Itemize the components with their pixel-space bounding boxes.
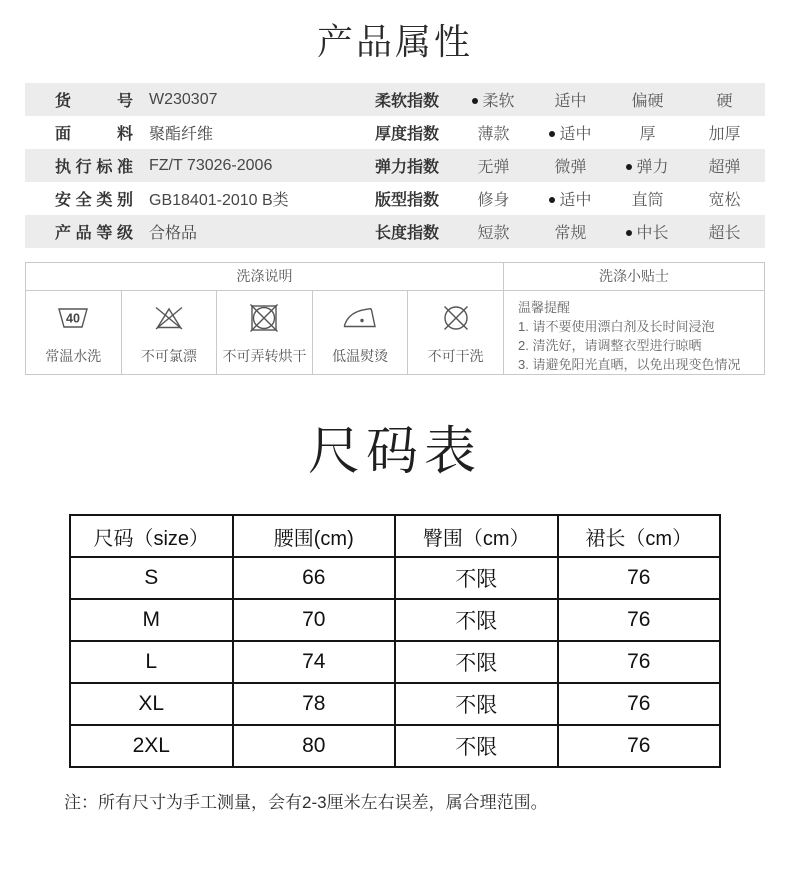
- tips-list: [518, 317, 756, 374]
- index-label: 柔软指数: [375, 93, 440, 110]
- index-label: 厚度指数: [375, 126, 440, 143]
- index-option: [609, 88, 686, 111]
- index-row: [375, 88, 765, 111]
- index-option-label: 修身: [477, 192, 510, 209]
- index-option-label: 弹力: [636, 159, 669, 176]
- size-table-cell: 不限: [395, 725, 558, 767]
- no-bleach-icon: [151, 300, 187, 341]
- index-option-label: 适中: [554, 93, 587, 110]
- no-dry-clean-icon: [438, 300, 474, 341]
- index-label: 弹力指数: [375, 159, 440, 176]
- index-option-label: 宽松: [708, 192, 741, 209]
- index-option: [609, 187, 686, 210]
- washing-icon-label: 常温水洗: [45, 347, 102, 364]
- index-option: [609, 121, 686, 144]
- measurement-note: 注：所有尺寸为手工测量，会有2-3厘米左右误差，属合理范围。: [64, 793, 548, 812]
- attribute-label: 安全类别: [55, 192, 133, 209]
- attribute-row: [25, 116, 765, 149]
- index-label: 长度指数: [375, 225, 440, 242]
- index-option-label: 常规: [554, 225, 587, 242]
- index-option-label: 硬: [716, 93, 733, 110]
- size-table-header: 腰围(cm): [233, 515, 396, 557]
- attribute-pair: [25, 154, 375, 177]
- washing-icon-cell: [121, 291, 217, 374]
- product-detail-page: [0, 14, 790, 813]
- size-table-cell: 不限: [395, 599, 558, 641]
- size-table-cell: 76: [558, 725, 721, 767]
- washing-tips-title: 洗涤小贴士: [504, 263, 764, 291]
- index-option: [455, 154, 532, 177]
- attribute-value: 聚酯纤维: [149, 126, 214, 143]
- index-option-label: 超弹: [708, 159, 741, 176]
- index-option-label: 中长: [636, 225, 669, 242]
- attributes-section: [25, 83, 765, 248]
- index-option-label: 短款: [477, 225, 510, 242]
- washing-icon-label: 不可弄转烘干: [222, 347, 307, 364]
- selected-dot-icon: [549, 131, 555, 137]
- size-table-cell: 66: [233, 557, 396, 599]
- size-table-header: 尺码（size）: [70, 515, 233, 557]
- attribute-value: 合格品: [149, 225, 198, 242]
- size-chart-title: 尺码表: [307, 423, 482, 481]
- size-table-cell: 74: [233, 641, 396, 683]
- washing-instructions-box: [26, 263, 504, 374]
- index-option: [532, 121, 609, 144]
- tip-line: 3. 请避免阳光直晒，以免出现变色情况: [518, 357, 741, 372]
- washing-icon-cell: [407, 291, 503, 374]
- index-option: [686, 187, 763, 210]
- washing-icon-cell: [26, 291, 121, 374]
- index-option: [455, 187, 532, 210]
- size-table-cell: 78: [233, 683, 396, 725]
- index-option-label: 直筒: [631, 192, 664, 209]
- washing-icon-label: 低温熨烫: [332, 347, 389, 364]
- index-option-label: 微弹: [554, 159, 587, 176]
- index-option-label: 偏硬: [631, 93, 664, 110]
- index-option-label: 超长: [708, 225, 741, 242]
- size-table-cell: XL: [70, 683, 233, 725]
- index-row: [375, 154, 765, 177]
- selected-dot-icon: [549, 197, 555, 203]
- attribute-label: 产品等级: [55, 225, 133, 242]
- washing-tips-body: [504, 291, 764, 374]
- attribute-value: W230307: [149, 90, 218, 108]
- index-option: [532, 88, 609, 111]
- wash-temp-label: 40: [66, 311, 81, 325]
- size-table: [69, 514, 721, 768]
- size-table-cell: 70: [233, 599, 396, 641]
- selected-dot-icon: [626, 164, 632, 170]
- size-table-header: 臀围（cm）: [395, 515, 558, 557]
- index-label: 版型指数: [375, 192, 440, 209]
- size-table-row: [70, 683, 720, 725]
- attribute-value: GB18401-2010 B类: [149, 192, 289, 209]
- size-table-cell: 76: [558, 641, 721, 683]
- index-option-label: 柔软: [482, 93, 515, 110]
- washing-icon-cell: [216, 291, 312, 374]
- index-option: [609, 220, 686, 243]
- size-table-row: [70, 557, 720, 599]
- attribute-label: 货号: [55, 93, 133, 110]
- size-table-cell: 2XL: [70, 725, 233, 767]
- attribute-pair: [25, 121, 375, 144]
- attribute-row: [25, 215, 765, 248]
- size-table-cell: 不限: [395, 557, 558, 599]
- page-title: 产品属性: [316, 21, 473, 62]
- index-option: [532, 220, 609, 243]
- size-table-header: 裙长（cm）: [558, 515, 721, 557]
- index-option: [455, 121, 532, 144]
- index-option: [686, 154, 763, 177]
- index-option: [532, 154, 609, 177]
- washing-instructions-title: 洗涤说明: [26, 263, 503, 291]
- size-table-cell: 76: [558, 683, 721, 725]
- index-option-label: 厚: [639, 126, 656, 143]
- attribute-label: 面料: [55, 126, 133, 143]
- selected-dot-icon: [626, 230, 632, 236]
- attribute-label: 执行标准: [55, 159, 133, 176]
- size-table-row: [70, 599, 720, 641]
- size-table-header-row: [70, 515, 720, 557]
- attribute-row: [25, 149, 765, 182]
- washing-icon-label: 不可氯漂: [140, 347, 197, 364]
- size-table-cell: M: [70, 599, 233, 641]
- selected-dot-icon: [472, 98, 478, 104]
- attribute-row: [25, 83, 765, 116]
- index-option-label: 适中: [559, 126, 592, 143]
- index-option: [532, 187, 609, 210]
- index-option: [455, 88, 532, 111]
- tip-line: 2. 清洗好，请调整衣型进行晾晒: [518, 338, 702, 353]
- washing-icons-row: [26, 291, 503, 374]
- index-row: [375, 220, 765, 243]
- index-option: [686, 121, 763, 144]
- index-option: [609, 154, 686, 177]
- size-table-cell: 不限: [395, 641, 558, 683]
- index-row: [375, 187, 765, 210]
- size-table-row: [70, 641, 720, 683]
- attribute-row: [25, 182, 765, 215]
- size-table-cell: 76: [558, 557, 721, 599]
- attribute-pair: [25, 88, 375, 111]
- index-row: [375, 121, 765, 144]
- size-table-cell: L: [70, 641, 233, 683]
- size-table-row: [70, 725, 720, 767]
- index-option-label: 适中: [559, 192, 592, 209]
- tip-line: 1. 请不要使用漂白剂及长时间浸泡: [518, 319, 715, 334]
- index-option-label: 薄款: [477, 126, 510, 143]
- attribute-pair: [25, 220, 375, 243]
- index-option: [686, 220, 763, 243]
- size-table-cell: 不限: [395, 683, 558, 725]
- wash-40-icon: [55, 300, 91, 341]
- size-table-cell: 80: [233, 725, 396, 767]
- washing-icon-label: 不可干洗: [427, 347, 484, 364]
- washing-section: [25, 262, 765, 375]
- size-table-cell: 76: [558, 599, 721, 641]
- index-option: [686, 88, 763, 111]
- attribute-pair: [25, 187, 375, 210]
- washing-tips-box: [504, 263, 764, 374]
- size-table-cell: S: [70, 557, 233, 599]
- iron-low-icon: [342, 300, 378, 341]
- washing-icon-cell: [312, 291, 408, 374]
- index-option: [455, 220, 532, 243]
- no-tumble-dry-icon: [246, 300, 282, 341]
- index-option-label: 加厚: [708, 126, 741, 143]
- tips-heading: 温馨提醒: [518, 300, 571, 315]
- index-option-label: 无弹: [477, 159, 510, 176]
- attribute-value: FZ/T 73026-2006: [149, 156, 273, 174]
